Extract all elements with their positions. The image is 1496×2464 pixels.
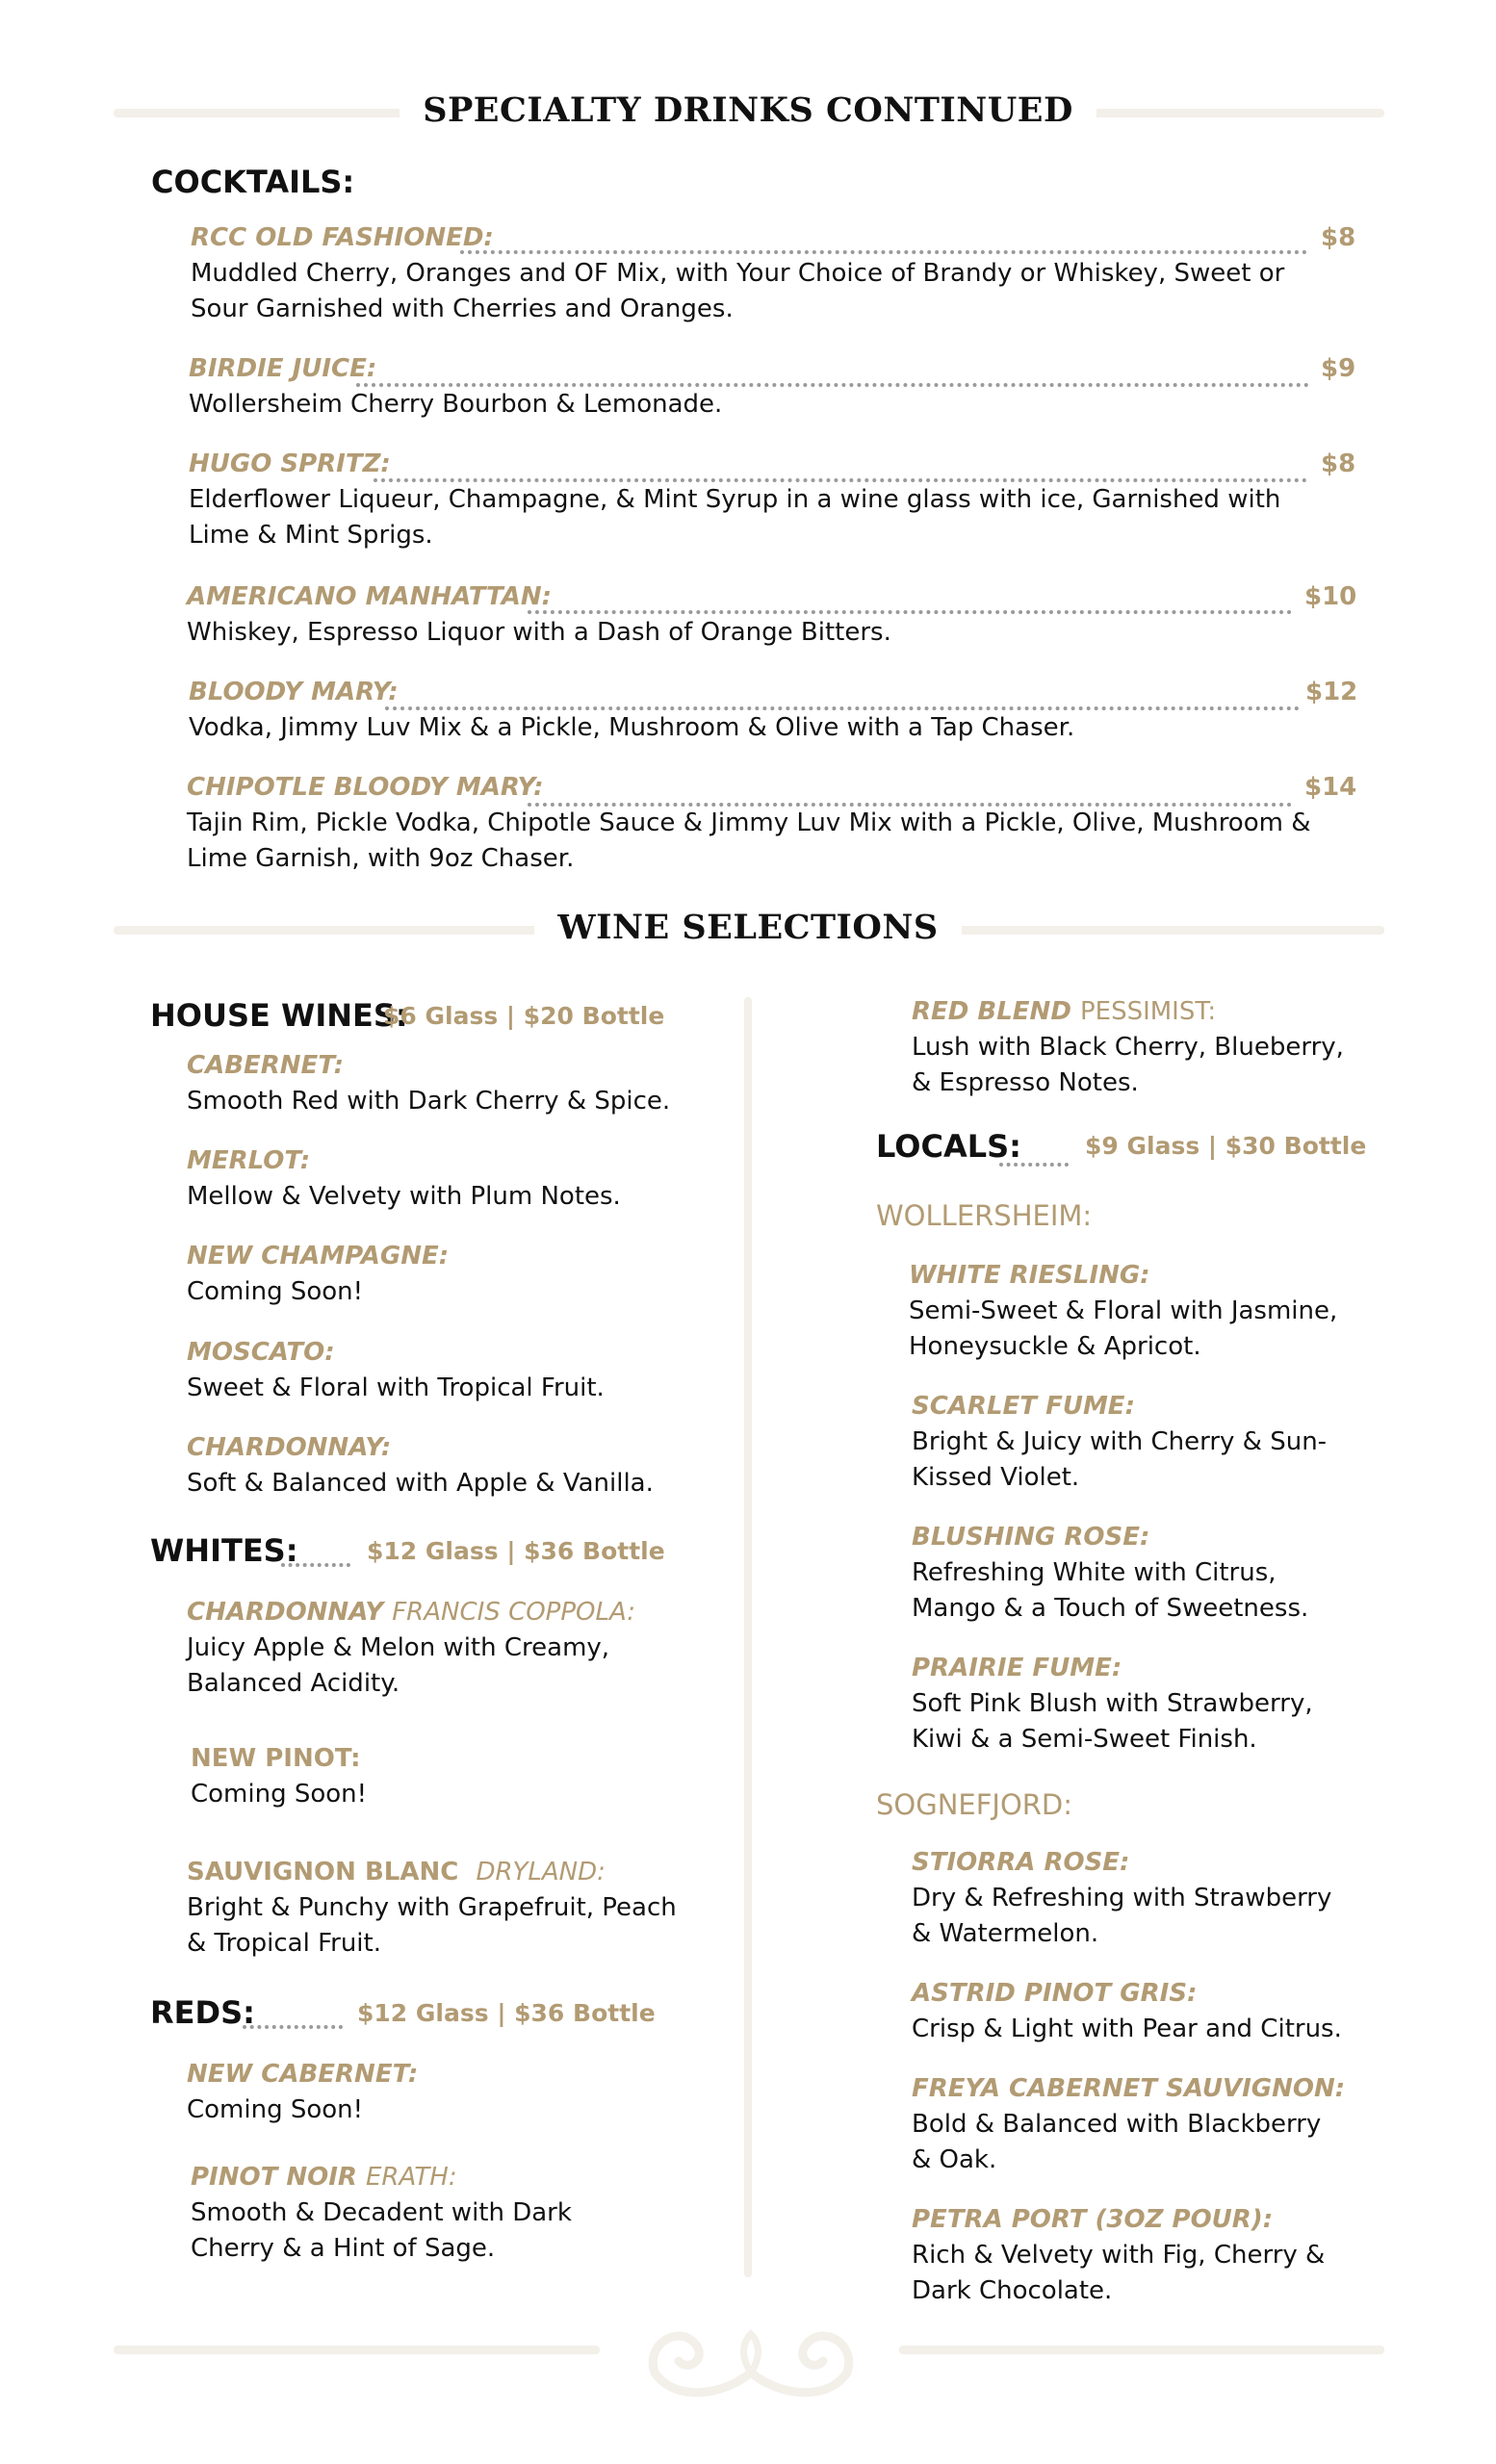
wine-desc: Smooth Red with Dark Cherry & Spice.: [187, 1087, 671, 1116]
price-leader: [385, 706, 1300, 710]
locals-pricing: $9 Glass | $30 Bottle: [1085, 1132, 1367, 1160]
wine-item: [912, 1654, 1364, 1758]
wine-item: [187, 1598, 636, 1702]
wine-item: [187, 1858, 687, 1962]
wine-item: [187, 1146, 687, 1215]
wine-maker: FRANCIS COPPOLA:: [392, 1598, 636, 1627]
cocktail-price: $14: [1304, 773, 1357, 802]
wine-desc: Coming Soon!: [187, 2095, 364, 2124]
reds-heading: REDS:: [150, 1994, 255, 2031]
cocktail-name: BLOODY MARY:: [189, 678, 399, 706]
wine-name: MOSCATO:: [187, 1338, 335, 1367]
cocktail-price: $9: [1321, 354, 1356, 383]
wine-desc: Bright & Punchy with Grapefruit, Peach & Tropical Fruit.: [187, 1893, 677, 1958]
wine-desc: Refreshing White with Citrus, Mango & a Touch of Sweetness.: [912, 1558, 1309, 1623]
locals-heading: LOCALS:: [876, 1128, 1021, 1165]
whites-pricing: $12 Glass | $36 Bottle: [367, 1537, 665, 1565]
wine-item: [912, 1392, 1364, 1496]
wine-name: SAUVIGNON BLANC DRYLAND:: [187, 1858, 606, 1886]
specialty-title: SPECIALTY DRINKS CONTINUED: [0, 90, 1496, 130]
reds-leader: [243, 2025, 343, 2029]
cocktail-name: CHIPOTLE BLOODY MARY:: [187, 773, 544, 802]
cocktail-desc: Muddled Cherry, Oranges and OF Mix, with Your Choice of Brandy or Whiskey, Sweet or Sour Garnished with Cherries and Oranges.: [191, 259, 1285, 323]
wine-name: RED BLEND PESSIMIST:: [912, 997, 1217, 1026]
cocktail-item: [189, 354, 1325, 423]
price-leader: [528, 610, 1292, 614]
wine-item: [912, 1848, 1364, 1952]
wine-desc: Soft & Balanced with Apple & Vanilla.: [187, 1469, 654, 1498]
wine-item: [187, 1433, 726, 1502]
house-wines-pricing: $6 Glass | $20 Bottle: [383, 1002, 665, 1030]
wine-item: [187, 1242, 687, 1310]
wine-name: PETRA PORT (3OZ POUR):: [912, 2205, 1274, 2234]
price-leader: [528, 803, 1292, 807]
wine-desc: Dry & Refreshing with Strawberry & Watermelon.: [912, 1884, 1332, 1948]
locals-leader: [999, 1163, 1069, 1167]
wine-name: CABERNET:: [187, 1051, 345, 1080]
wine-item: [912, 2205, 1364, 2309]
wine-name: WHITE RIESLING:: [909, 1261, 1150, 1290]
wine-desc: Sweet & Floral with Tropical Fruit.: [187, 1373, 605, 1402]
wine-item: [912, 2074, 1364, 2178]
wine-name: FREYA CABERNET SAUVIGNON:: [912, 2074, 1346, 2103]
price-leader: [356, 383, 1309, 387]
wine-desc: Lush with Black Cherry, Blueberry, & Espresso Notes.: [912, 1033, 1344, 1097]
wine-maker: DRYLAND:: [476, 1858, 606, 1886]
cocktails-heading: COCKTAILS:: [151, 164, 355, 200]
wine-maker: ERATH:: [366, 2163, 457, 2192]
wine-name: NEW PINOT:: [191, 1744, 361, 1773]
wine-title: WINE SELECTIONS: [0, 908, 1496, 947]
cocktail-name: HUGO SPRITZ:: [189, 449, 391, 478]
cocktail-name: BIRDIE JUICE:: [189, 354, 377, 383]
wine-item: [191, 2163, 595, 2267]
wine-name: MERLOT:: [187, 1146, 311, 1175]
wine-item: [909, 1261, 1361, 1365]
cocktail-item: [189, 678, 1325, 746]
cocktail-price: $8: [1321, 223, 1356, 252]
wine-desc: Bright & Juicy with Cherry & Sun-Kissed Violet.: [912, 1427, 1328, 1492]
bottom-rule-right: [899, 2346, 1384, 2354]
wine-name: NEW CHAMPAGNE:: [187, 1242, 450, 1270]
wine-name: BLUSHING ROSE:: [912, 1523, 1150, 1552]
wollersheim-producer: WOLLERSHEIM:: [876, 1199, 1093, 1232]
wine-item: [912, 1523, 1374, 1627]
wine-name: NEW CABERNET:: [187, 2060, 419, 2089]
wine-desc: Coming Soon!: [187, 1277, 364, 1306]
wine-name: CHARDONNAY FRANCIS COPPOLA:: [187, 1598, 636, 1627]
wine-desc: Juicy Apple & Melon with Creamy, Balanced Acidity.: [187, 1633, 610, 1698]
cocktail-item: [187, 582, 1323, 651]
whites-heading: WHITES:: [150, 1532, 298, 1569]
wine-item: [187, 1338, 687, 1406]
whites-leader: [281, 1563, 350, 1567]
price-leader: [460, 250, 1307, 254]
cocktail-price: $12: [1305, 678, 1358, 706]
wine-item: [187, 1051, 687, 1119]
wine-name: PINOT NOIR ERATH:: [191, 2163, 457, 2192]
wine-name: ASTRID PINOT GRIS:: [912, 1979, 1198, 2008]
wine-desc: Mellow & Velvety with Plum Notes.: [187, 1182, 621, 1211]
sognefjord-producer: SOGNEFJORD:: [876, 1788, 1073, 1821]
wine-name: SCARLET FUME:: [912, 1392, 1135, 1421]
wine-name: PRAIRIE FUME:: [912, 1654, 1122, 1682]
cocktail-price: $10: [1304, 582, 1357, 611]
wine-desc: Bold & Balanced with Blackberry & Oak.: [912, 2110, 1322, 2174]
wine-desc: Coming Soon!: [191, 1780, 368, 1809]
cocktail-item: [191, 223, 1327, 327]
wine-desc: Semi-Sweet & Floral with Jasmine, Honeysuckle & Apricot.: [909, 1296, 1338, 1361]
cocktail-desc: Whiskey, Espresso Liquor with a Dash of Orange Bitters.: [187, 618, 891, 647]
flourish-ornament-icon: [635, 2305, 866, 2401]
wine-desc: Smooth & Decadent with Dark Cherry & a Hint of Sage.: [191, 2198, 572, 2263]
house-wines-heading: HOUSE WINES:: [150, 997, 408, 1034]
bottom-rule-left: [114, 2346, 600, 2354]
wine-item: [191, 1744, 691, 1812]
wine-desc: Crisp & Light with Pear and Citrus.: [912, 2015, 1342, 2043]
reds-pricing: $12 Glass | $36 Bottle: [357, 1999, 656, 2027]
wine-desc: Rich & Velvety with Fig, Cherry & Dark Chocolate.: [912, 2241, 1326, 2305]
cocktail-desc: Elderflower Liqueur, Champagne, & Mint Syrup in a wine glass with ice, Garnished with Lime & Mint Sprigs.: [189, 485, 1281, 550]
cocktail-name: RCC OLD FASHIONED:: [191, 223, 494, 252]
cocktail-price: $8: [1321, 449, 1356, 478]
column-divider: [744, 997, 752, 2277]
cocktail-item: [189, 449, 1334, 553]
cocktail-item: [187, 773, 1332, 877]
wine-name: STIORRA ROSE:: [912, 1848, 1130, 1877]
wine-desc: Soft Pink Blush with Strawberry, Kiwi & a Semi-Sweet Finish.: [912, 1689, 1313, 1754]
wine-item: [912, 997, 1364, 1101]
wine-maker: PESSIMIST:: [1079, 997, 1217, 1026]
cocktail-name: AMERICANO MANHATTAN:: [187, 582, 553, 611]
wine-item: [187, 2060, 687, 2128]
wine-item: [912, 1979, 1383, 2047]
price-leader: [374, 478, 1307, 482]
cocktail-desc: Tajin Rim, Pickle Vodka, Chipotle Sauce & Jimmy Luv Mix with a Pickle, Olive, Mushroom & Lime Garnish, with 9oz Chaser.: [187, 808, 1311, 873]
cocktail-desc: Wollersheim Cherry Bourbon & Lemonade.: [189, 390, 723, 419]
cocktail-desc: Vodka, Jimmy Luv Mix & a Pickle, Mushroom & Olive with a Tap Chaser.: [189, 713, 1075, 742]
wine-name: CHARDONNAY:: [187, 1433, 392, 1462]
